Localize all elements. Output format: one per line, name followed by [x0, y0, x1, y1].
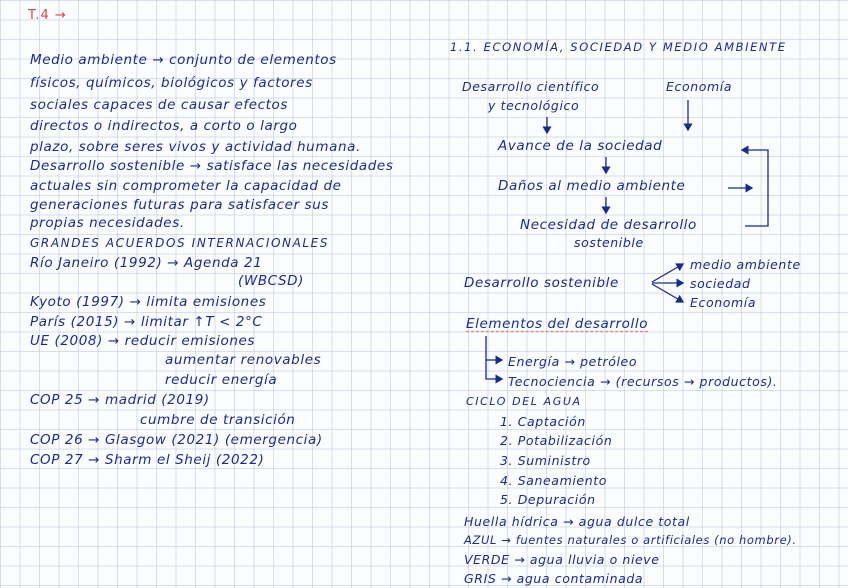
agreement-line: reducir energía: [165, 372, 278, 388]
definition-line: físicos, químicos, biológicos y factores: [30, 75, 313, 91]
agreement-line: COP 25 → madrid (2019): [30, 392, 210, 408]
definition-line: directos o indirectos, a corto o largo: [30, 118, 298, 134]
agreement-line: Río Janeiro (1992) → Agenda 21: [30, 255, 263, 271]
agreement-line: UE (2008) → reducir emisiones: [30, 333, 256, 349]
sustainable-label: Desarrollo sostenible: [464, 275, 619, 291]
flow-node-need-cont: sostenible: [574, 235, 644, 250]
definition-line: sociales capaces de causar efectos: [30, 97, 289, 113]
agreement-line: París (2015) → limitar ↑T < 2°C: [30, 314, 263, 330]
flow-node-economy: Economía: [666, 79, 733, 94]
footprint-line: AZUL → fuentes naturales o artificiales (no hombre).: [464, 533, 797, 547]
sustainable-branch: medio ambiente: [690, 257, 801, 272]
water-cycle-step: 1. Captación: [500, 414, 586, 429]
branch-arrow-icon: [486, 336, 502, 379]
water-cycle-step: 4. Saneamiento: [500, 473, 607, 488]
flow-node-science: Desarrollo científico: [462, 79, 600, 94]
definition-line: plazo, sobre seres vivos y actividad humana.: [30, 139, 361, 155]
footprint-line: Huella hídrica → agua dulce total: [464, 514, 690, 529]
definition-line: propias necesidades.: [30, 215, 185, 231]
elements-heading: Elementos del desarrollo: [466, 316, 649, 332]
branch-arrow-icon: [652, 284, 683, 302]
definition-line: Desarrollo sostenible → satisface las necesidades: [30, 158, 394, 174]
agreement-line: aumentar renovables: [165, 352, 322, 368]
agreement-line: cumbre de transición: [140, 412, 296, 428]
water-cycle-step: 5. Depuración: [500, 492, 596, 507]
flow-node-need: Necesidad de desarrollo: [520, 217, 697, 233]
section-title: 1.1. ECONOMÍA, SOCIEDAD Y MEDIO AMBIENTE: [450, 40, 787, 54]
agreement-line: COP 27 → Sharm el Sheij (2022): [30, 452, 265, 468]
footprint-line: GRIS → agua contaminada: [464, 571, 644, 586]
element-item: Tecnociencia → (recursos → productos).: [508, 374, 778, 389]
agreement-line: (WBCSD): [238, 273, 304, 289]
sustainable-branch: sociedad: [690, 276, 751, 291]
element-item: Energía → petróleo: [508, 354, 638, 369]
definition-line: Medio ambiente → conjunto de elementos: [30, 52, 337, 68]
agreement-line: COP 26 → Glasgow (2021) (emergencia): [30, 432, 323, 448]
definition-line: generaciones futuras para satisfacer sus: [30, 197, 330, 213]
agreements-heading: GRANDES ACUERDOS INTERNACIONALES: [30, 236, 330, 250]
branch-arrow-icon: [652, 264, 683, 282]
footprint-line: VERDE → agua lluvia o nieve: [464, 552, 660, 567]
flow-node-society: Avance de la sociedad: [498, 138, 663, 154]
water-cycle-step: 2. Potabilización: [500, 433, 613, 448]
flow-node-science-cont: y tecnológico: [488, 98, 580, 113]
water-cycle-step: 3. Suministro: [500, 453, 591, 468]
definition-line: actuales sin comprometer la capacidad de: [30, 178, 342, 194]
sustainable-branch: Economía: [690, 295, 757, 310]
topic-tag: T.4 →: [28, 8, 67, 23]
flow-node-damage: Daños al medio ambiente: [498, 178, 686, 194]
water-cycle-heading: CICLO DEL AGUA: [466, 395, 582, 408]
agreement-line: Kyoto (1997) → limita emisiones: [30, 294, 267, 310]
